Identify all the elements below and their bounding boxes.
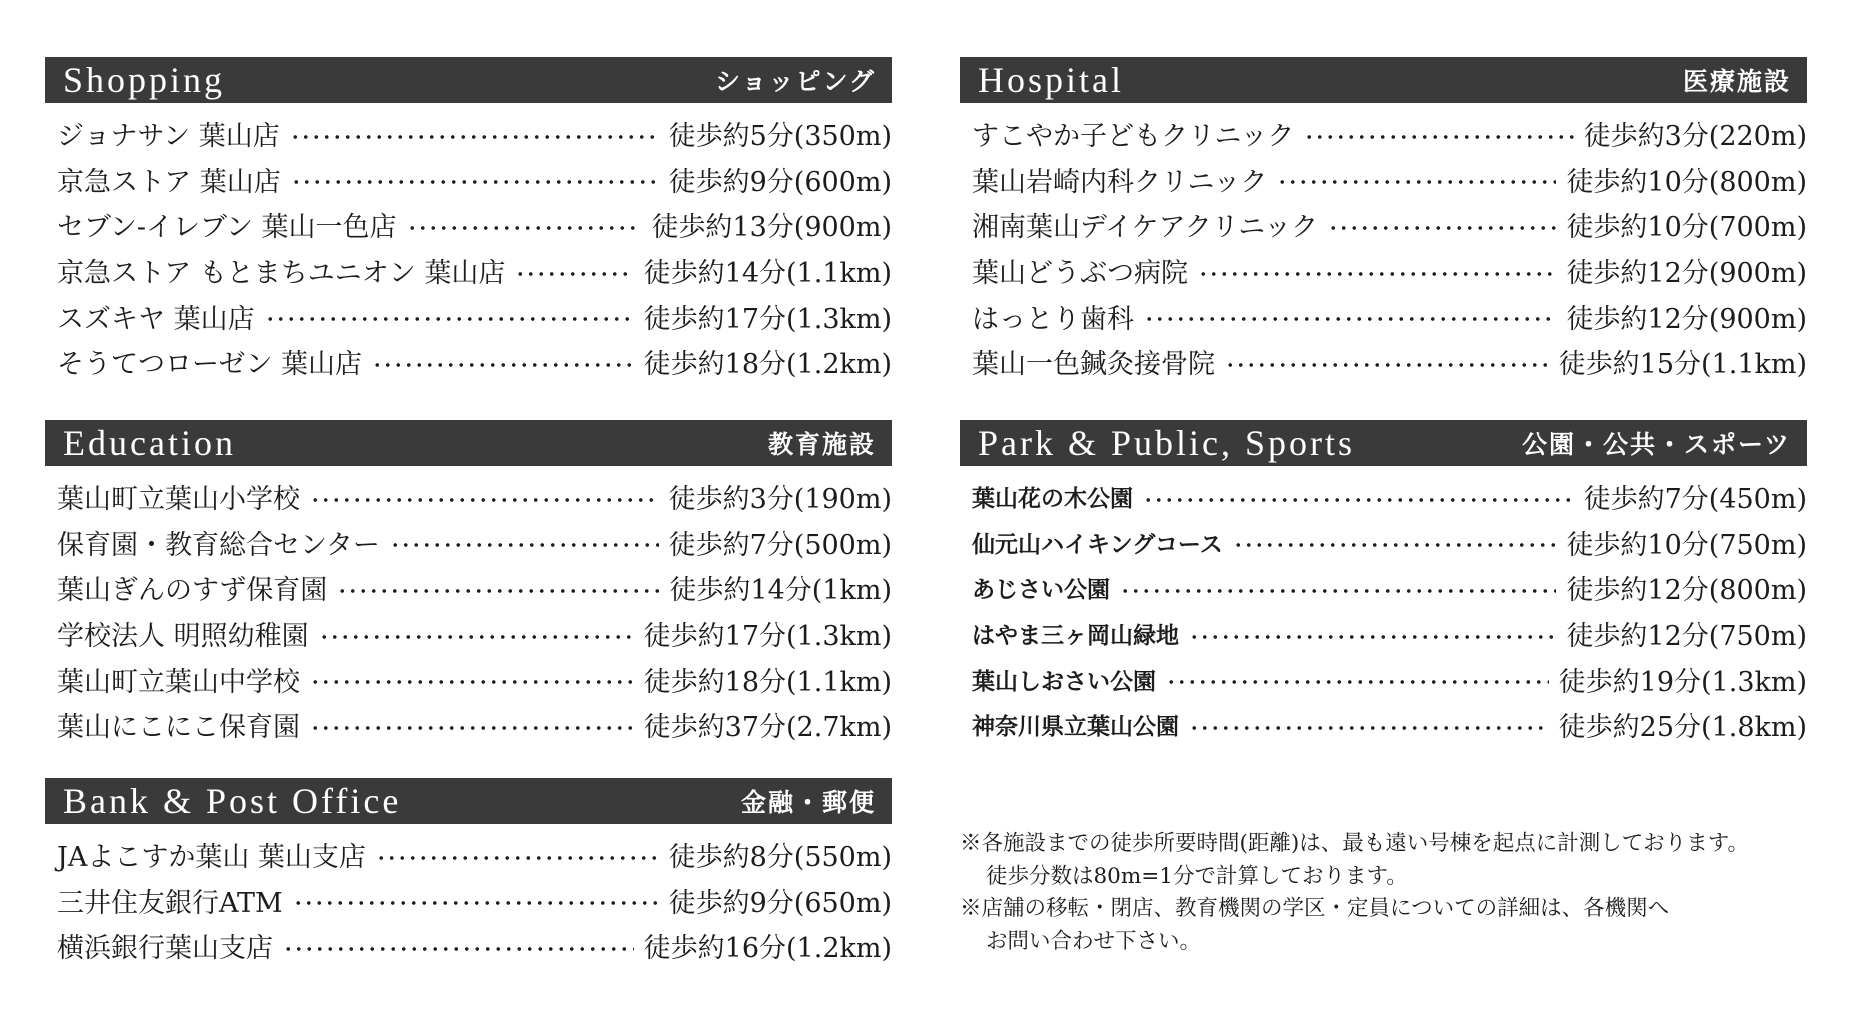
list-item (45, 923, 892, 969)
list-item (45, 202, 892, 248)
list-item (45, 832, 892, 878)
walking-distance: 徒歩約3分(220m) (1583, 121, 1807, 153)
facility-name: 京急ストア もとまちユニオン 葉山店 (57, 258, 506, 290)
dot-leader (1233, 543, 1557, 547)
park-title-ja: 公園・公共・スポーツ (1521, 430, 1791, 459)
education-section (45, 420, 892, 748)
list-item (45, 248, 892, 294)
facility-name: 京急ストア 葉山店 (57, 166, 281, 198)
dot-leader (337, 589, 659, 593)
dot-leader (310, 726, 634, 730)
walking-distance: 徒歩約12分(900m) (1566, 303, 1807, 335)
park-section (960, 420, 1807, 748)
dot-leader (1166, 680, 1549, 684)
walking-distance: 徒歩約16分(1.2km) (643, 933, 892, 965)
list-item (45, 293, 892, 339)
facility-name: スズキヤ 葉山店 (57, 303, 255, 335)
shopping-title-ja: ショッピング (714, 67, 876, 96)
walking-distance: 徒歩約5分(350m) (668, 121, 892, 153)
facility-name: 保育園・教育総合センター (57, 529, 380, 561)
walking-distance: 徒歩約17分(1.3km) (643, 303, 892, 335)
walking-distance: 徒歩約37分(2.7km) (643, 712, 892, 744)
bank-section (45, 778, 892, 969)
list-item (960, 111, 1807, 157)
walking-distance: 徒歩約9分(600m) (668, 166, 892, 198)
list-item (45, 474, 892, 520)
walking-distance: 徒歩約10分(800m) (1566, 166, 1807, 198)
list-item (960, 248, 1807, 294)
walking-distance: 徒歩約10分(750m) (1566, 529, 1807, 561)
footnote-line: ※店舗の移転・閉店、教育機関の学区・定員についての詳細は、各機関へ (960, 896, 1670, 921)
walking-distance: 徒歩約8分(550m) (668, 842, 892, 874)
dot-leader (293, 901, 659, 905)
walking-distance: 徒歩約12分(800m) (1566, 575, 1807, 607)
facility-name: セブン-イレブン 葉山一色店 (57, 212, 397, 244)
facility-name: 葉山花の木公園 (972, 486, 1133, 513)
walking-distance: 徒歩約18分(1.2km) (643, 349, 892, 381)
list-item (960, 157, 1807, 203)
park-header (960, 420, 1807, 466)
dot-leader (376, 856, 659, 860)
list-item (45, 565, 892, 611)
dot-leader (1304, 135, 1573, 139)
facility-name: 葉山岩崎内科クリニック (972, 166, 1268, 198)
education-title-ja: 教育施設 (767, 430, 876, 459)
facility-name: 学校法人 明照幼稚園 (57, 621, 309, 653)
walking-distance: 徒歩約12分(750m) (1566, 621, 1807, 653)
walking-distance: 徒歩約3分(190m) (668, 484, 892, 516)
list-item (45, 111, 892, 157)
list-item (45, 611, 892, 657)
dot-leader (310, 680, 634, 684)
dot-leader (1189, 726, 1549, 730)
footnotes (960, 828, 1840, 958)
list-item (45, 520, 892, 566)
facility-name: 葉山しおさい公園 (972, 668, 1156, 695)
footnote-line: 徒歩分数は80m=1分で計算しております。 (986, 863, 1408, 889)
shopping-list (45, 111, 892, 385)
facility-name: 湘南葉山デイケアクリニック (972, 212, 1319, 244)
facility-name: JAよこすか葉山 葉山支店 (57, 842, 366, 874)
list-item (960, 611, 1807, 657)
facility-name: 葉山町立葉山小学校 (57, 484, 300, 516)
facility-name: あじさい公園 (972, 577, 1110, 604)
walking-distance: 徒歩約13分(900m) (651, 212, 892, 244)
walking-distance: 徒歩約7分(450m) (1583, 484, 1807, 516)
hospital-title-ja: 医療施設 (1682, 67, 1791, 96)
dot-leader (1120, 589, 1556, 593)
dot-leader (1277, 180, 1556, 184)
facility-name: 三井住友銀行ATM (57, 887, 283, 919)
list-item (45, 878, 892, 924)
facility-name: 神奈川県立葉山公園 (972, 714, 1179, 741)
walking-distance: 徒歩約17分(1.3km) (643, 621, 892, 653)
footnote-line: お問い合わせ下さい。 (986, 928, 1202, 954)
facility-name: 葉山町立葉山中学校 (57, 666, 300, 698)
dot-leader (291, 180, 659, 184)
facility-name: すこやか子どもクリニック (972, 121, 1295, 153)
walking-distance: 徒歩約18分(1.1km) (643, 666, 892, 698)
bank-list (45, 832, 892, 969)
dot-leader (1144, 317, 1556, 321)
dot-leader (372, 363, 634, 367)
dot-leader (390, 543, 659, 547)
facility-name: 葉山一色鍼灸接骨院 (972, 349, 1215, 381)
footnote-line: ※各施設までの徒歩所要時間(距離)は、最も遠い号棟を起点に計測しております。 (960, 831, 1750, 856)
shopping-title-en: Shopping (63, 60, 226, 100)
walking-distance: 徒歩約7分(500m) (668, 529, 892, 561)
park-title-en: Park & Public, Sports (978, 423, 1356, 463)
hospital-list (960, 111, 1807, 385)
list-item (960, 702, 1807, 748)
dot-leader (265, 317, 634, 321)
dot-leader (1328, 226, 1556, 230)
facility-name: 仙元山ハイキングコース (972, 531, 1223, 558)
list-item (960, 656, 1807, 702)
facility-name: そうてつローゼン 葉山店 (57, 349, 363, 381)
walking-distance: 徒歩約19分(1.3km) (1558, 666, 1807, 698)
dot-leader (1143, 498, 1574, 502)
bank-title-en: Bank & Post Office (63, 781, 402, 821)
dot-leader (407, 226, 642, 230)
dot-leader (310, 498, 659, 502)
list-item (45, 157, 892, 203)
walking-distance: 徒歩約12分(900m) (1566, 258, 1807, 290)
shopping-section (45, 57, 892, 385)
list-item (45, 339, 892, 385)
dot-leader (319, 635, 634, 639)
walking-distance: 徒歩約14分(1km) (669, 575, 892, 607)
hospital-section (960, 57, 1807, 385)
education-list (45, 474, 892, 748)
facility-name: はやま三ヶ岡山緑地 (972, 623, 1179, 650)
education-title-en: Education (63, 423, 236, 463)
facility-name: 横浜銀行葉山支店 (57, 933, 273, 965)
shopping-header (45, 57, 892, 103)
dot-leader (1198, 272, 1556, 276)
walking-distance: 徒歩約25分(1.8km) (1558, 712, 1807, 744)
dot-leader (1189, 635, 1556, 639)
park-list (960, 474, 1807, 748)
list-item (960, 202, 1807, 248)
facility-name: 葉山どうぶつ病院 (972, 258, 1188, 290)
dot-leader (1225, 363, 1549, 367)
list-item (960, 520, 1807, 566)
list-item (960, 293, 1807, 339)
bank-header (45, 778, 892, 824)
list-item (960, 339, 1807, 385)
walking-distance: 徒歩約14分(1.1km) (643, 258, 892, 290)
walking-distance: 徒歩約9分(650m) (668, 887, 892, 919)
list-item (45, 656, 892, 702)
dot-leader (515, 272, 633, 276)
dot-leader (283, 947, 634, 951)
list-item (960, 565, 1807, 611)
walking-distance: 徒歩約15分(1.1km) (1558, 349, 1807, 381)
education-header (45, 420, 892, 466)
facility-name: はっとり歯科 (972, 303, 1134, 335)
walking-distance: 徒歩約10分(700m) (1566, 212, 1807, 244)
list-item (45, 702, 892, 748)
facility-name: ジョナサン 葉山店 (57, 121, 280, 153)
hospital-header (960, 57, 1807, 103)
dot-leader (290, 135, 659, 139)
facility-name: 葉山にこにこ保育園 (57, 712, 300, 744)
bank-title-ja: 金融・郵便 (740, 788, 876, 817)
facility-name: 葉山ぎんのすず保育園 (57, 575, 328, 607)
hospital-title-en: Hospital (978, 60, 1124, 100)
list-item (960, 474, 1807, 520)
